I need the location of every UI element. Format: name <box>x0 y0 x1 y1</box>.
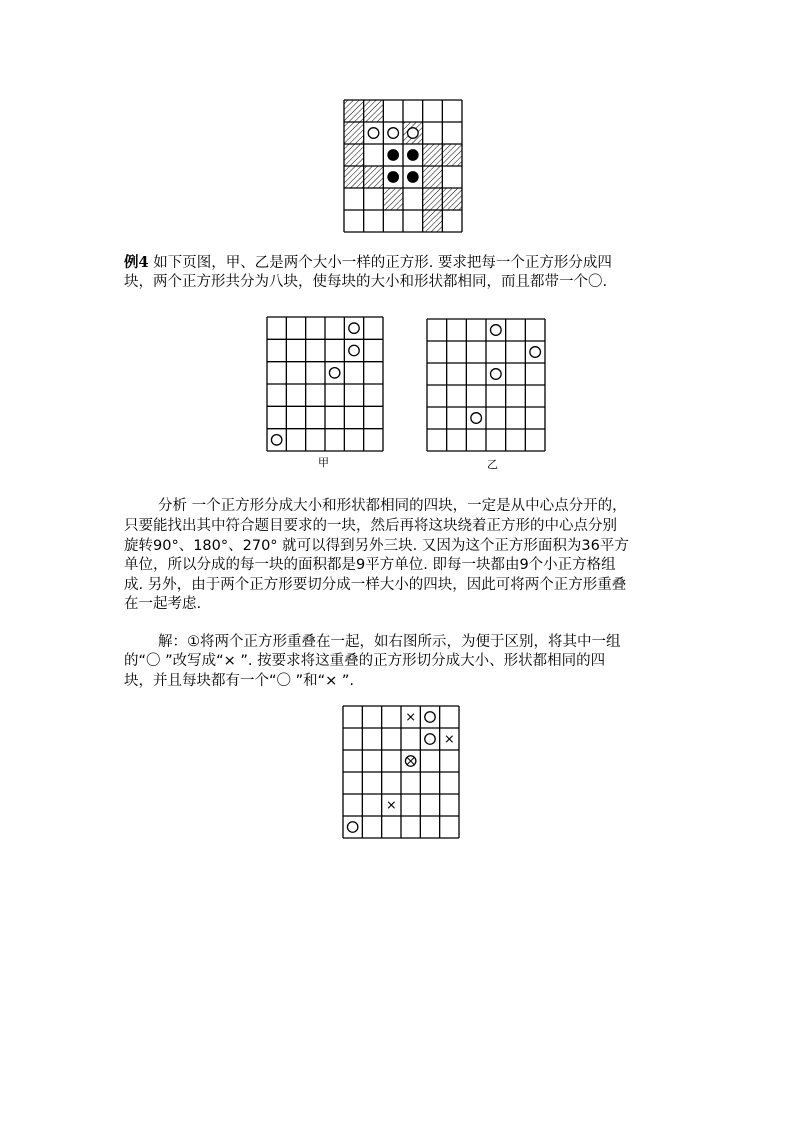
analysis-line-3: 旋转90°、180°、270° 就可以得到另外三块. 又因为这个正方形面积为36平方 <box>124 538 629 554</box>
grid-jia-figure <box>266 316 384 452</box>
top-shaded-cell <box>364 166 384 188</box>
grid-jia-label: 甲 <box>318 456 329 469</box>
top-open-circle-marker <box>408 128 419 139</box>
top-shaded-cell <box>423 144 443 166</box>
solution-line-1: 解：①将两个正方形重叠在一起，如右图所示，为便于区别，将其中一组 <box>158 634 621 650</box>
analysis-line-5: 成. 另外，由于两个正方形要切分成一样大小的四块，因此可将两个正方形重叠 <box>124 577 627 593</box>
top-shaded-cell <box>442 144 462 166</box>
top-shaded-cell <box>344 100 364 122</box>
yi-open-circle-marker <box>471 413 482 424</box>
example-line-2: 块，两个正方形共分为八块，使每块的大小和形状都相同，而且都带一个〇. <box>124 274 608 290</box>
analysis-line-4: 单位，所以分成的每一块的面积都是9平方单位. 即每一块都由9个小正方格组 <box>124 557 616 573</box>
grid-yi-label: 乙 <box>487 458 498 471</box>
analysis-line-6: 在一起考虑. <box>124 596 202 612</box>
yi-open-circle-marker <box>491 325 502 336</box>
example-text-1: 如下页图，甲、乙是两个大小一样的正方形. 要求把每一个正方形分成四 <box>153 255 612 271</box>
combined-open-circle-marker <box>425 734 435 744</box>
solution-line-2: 的“〇 ”改写成“× ”. 按要求将这重叠的正方形切分成大小、形状都相同的四 <box>124 653 606 669</box>
analysis-line-2: 只要能找出其中符合题目要求的一块，然后再将这块绕着正方形的中心点分别 <box>124 518 617 534</box>
top-shaded-grid-figure <box>343 99 463 233</box>
jia-open-circle-marker <box>271 435 281 445</box>
top-shaded-cell <box>423 166 443 188</box>
top-shaded-cell <box>344 166 364 188</box>
top-shaded-cell <box>423 188 443 210</box>
combined-open-circle-marker <box>347 822 357 832</box>
example-line-1 <box>124 253 612 273</box>
top-filled-circle-marker <box>387 149 399 161</box>
yi-open-circle-marker <box>491 369 502 380</box>
top-shaded-cell <box>423 210 443 232</box>
jia-open-circle-marker <box>349 345 359 355</box>
example-label: 例4 <box>124 254 149 271</box>
combined-grid-figure <box>342 705 460 839</box>
top-shaded-cell <box>442 188 462 210</box>
yi-open-circle-marker <box>530 347 541 358</box>
top-open-circle-marker <box>388 128 399 139</box>
solution-line-3: 块，并且每块都有一个“〇 ”和“× ”. <box>124 673 355 689</box>
top-filled-circle-marker <box>407 149 419 161</box>
top-shaded-cell <box>344 122 364 144</box>
top-shaded-cell <box>344 144 364 166</box>
jia-open-circle-marker <box>349 323 359 333</box>
top-open-circle-marker <box>368 128 379 139</box>
top-filled-circle-marker <box>387 171 399 183</box>
combined-open-circle-marker <box>425 712 435 722</box>
top-filled-circle-marker <box>407 171 419 183</box>
jia-open-circle-marker <box>329 368 339 378</box>
grid-yi-figure <box>426 318 546 452</box>
analysis-line-1: 分析 一个正方形分成大小和形状都相同的四块，一定是从中心点分开的， <box>158 498 627 514</box>
top-shaded-cell <box>383 188 403 210</box>
top-shaded-cell <box>364 100 384 122</box>
